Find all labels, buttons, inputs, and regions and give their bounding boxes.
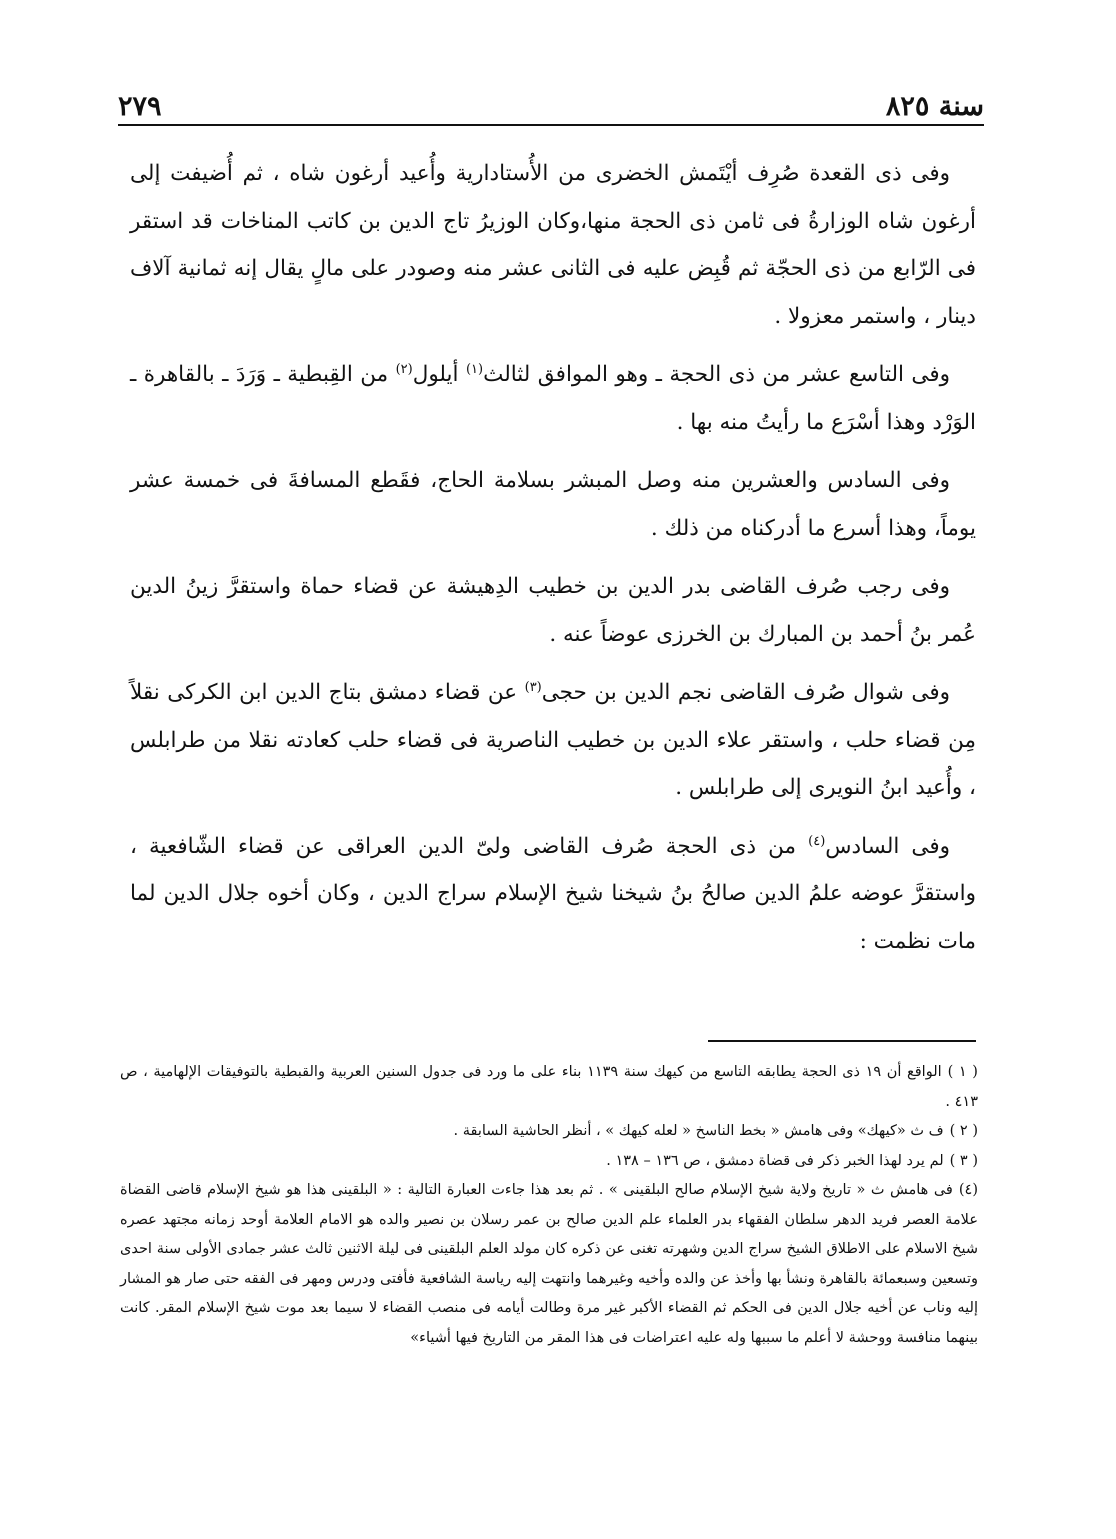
- paragraph-text: أيلول: [412, 362, 466, 387]
- paragraph: [130, 457, 976, 552]
- footnote-ref: (٤): [808, 833, 826, 849]
- header-year: سنة ٨٢٥: [885, 91, 984, 122]
- running-header: [118, 78, 984, 122]
- footnote-separator: [708, 1040, 976, 1042]
- paragraph-text: وفى شوال صُرف القاضى نجم الدين بن حجى: [541, 680, 950, 705]
- footnote-number: (٤): [958, 1182, 978, 1198]
- footnote-text: لم يرد لهذا الخبر ذكر فى قضاة دمشق ، ص ١٣٦ – ١٣٨ .: [606, 1152, 944, 1169]
- page-number: ٢٧٩: [118, 91, 162, 122]
- paragraph: [130, 563, 976, 658]
- footnote-text: الواقع أن ١٩ ذى الحجة يطابقه التاسع من كيهك سنة ١١٣٩ بناء على ما ورد فى جدول السنين العربية والقبطية بالتوفيقات الإلهامية ، ص ٤١٣ .: [120, 1064, 978, 1110]
- paragraph-text: من ذى الحجة صُرف القاضى ولىّ الدين العراقى عن قضاء الشّافعية ، واستقرَّ عوضه علمُ الدين صالحُ بنُ شيخنا شيخ الإسلام سراج الدين ، وكان أخوه جلال الدين لما مات نظمت :: [130, 833, 976, 954]
- footnote-number: ( ٢ ): [949, 1123, 978, 1139]
- paragraph-text: وفى ذى القعدة صُرِف أيْتَمش الخضرى من الأُستادارية وأُعيد أرغون شاه ، ثم أُضيفت إلى أرغون شاه الوزارةُ فى ثامن ذى الحجة منها،وكان الوزيرُ تاج الدين بن كاتب المناخات قد استقر فى الرّابع من ذى الحجّة ثم قُبِض عليه فى الثانى عشر منه وصودر على مالٍ يقال إنه ثمانية آلاف دينار ، واستمر معزولا .: [130, 161, 976, 329]
- paragraph: [130, 669, 976, 812]
- footnote: [120, 1176, 978, 1353]
- footnote: [120, 1058, 978, 1117]
- footnote-text: فى هامش ث « تاريخ ولاية شيخ الإسلام صالح البلقينى » . ثم بعد هذا جاءت العبارة التالية : « البلقينى هذا هو شيخ الإسلام قاضى القضاة علامة العصر فريد الدهر سلطان الفقهاء بدر العلماء علم الدين صالح بن عمر رسلان بن نصير والده هو الامام العلامة أوحد زمانه مجتهد عصره شيخ الاسلام على الاطلاق الشيخ سراج الدين وشهرته تغنى عن ذكره كان مولد العلم البلقينى فى ليلة الاثنين ثالث عشر جمادى الأولى سنة احدى وتسعين وسبعمائة بالقاهرة ونشأ بها وأخذ عن والده وأخيه وغيرهما وانتهت إليه رياسة الشافعية فأفتى ودرس ومهر فى الفقه حتى صار هو المشار إليه وناب عن أخيه جلال الدين فى الحكم ثم القضاء الأكبر غير مرة وطالت أيامه فى منصب القضاء لا سيما بعد موت شيخ الإسلام المقر. كانت بينهما منافسة ووحشة لا أعلم ما سببها وله عليه اعتراضات فى هذا المقر من التاريخ فيها أشياء»: [120, 1182, 978, 1346]
- paragraph-text: عن قضاء دمشق بتاج الدين ابن الكركى نقلاً مِن قضاء حلب ، واستقر علاء الدين بن خطيب الناصرية فى قضاء حلب كعادته نقلا من طرابلس ، وأُعيد ابنُ النويرى إلى طرابلس .: [130, 680, 976, 800]
- paragraph-text: وفى التاسع عشر من ذى الحجة ـ وهو الموافق لثالث: [483, 362, 951, 387]
- footnote-number: ( ١ ): [947, 1064, 978, 1080]
- footnote: [120, 1147, 978, 1177]
- footnote-number: ( ٣ ): [949, 1152, 978, 1169]
- footnote-ref: (٣): [524, 679, 542, 695]
- footnote-ref: (١): [465, 361, 484, 377]
- paragraph: [130, 823, 976, 966]
- paragraph: [130, 351, 976, 446]
- paragraph-text: وفى السادس والعشرين منه وصل المبشر بسلامة الحاج، فقَطع المسافةَ فى خمسة عشر يوماً، وهذا أسرع ما أدركناه من ذلك .: [130, 468, 976, 541]
- footnotes: [120, 1058, 978, 1353]
- footnote: [120, 1117, 978, 1147]
- main-text: [130, 150, 976, 965]
- footnote-text: ف ث «كيهك» وفى هامش « بخط الناسخ « لعله كيهك » ، أنظر الحاشية السابقة .: [453, 1123, 944, 1139]
- header-rule: [118, 124, 984, 126]
- paragraph-text: وفى السادس: [825, 833, 950, 859]
- paragraph-text: وفى رجب صُرف القاضى بدر الدين بن خطيب الدِهيشة عن قضاء حماة واستقرَّ زينُ الدين عُمر بنُ أحمد بن المبارك بن الخرزى عوضاً عنه .: [130, 574, 976, 647]
- paragraph-text: من القِبطية ـ وَرَدَ ـ بالقاهرة ـ الوَرْد وهذا أسْرَع ما رأيتُ منه بها .: [130, 362, 976, 435]
- footnote-ref: (٢): [395, 361, 413, 377]
- paragraph: [130, 150, 976, 340]
